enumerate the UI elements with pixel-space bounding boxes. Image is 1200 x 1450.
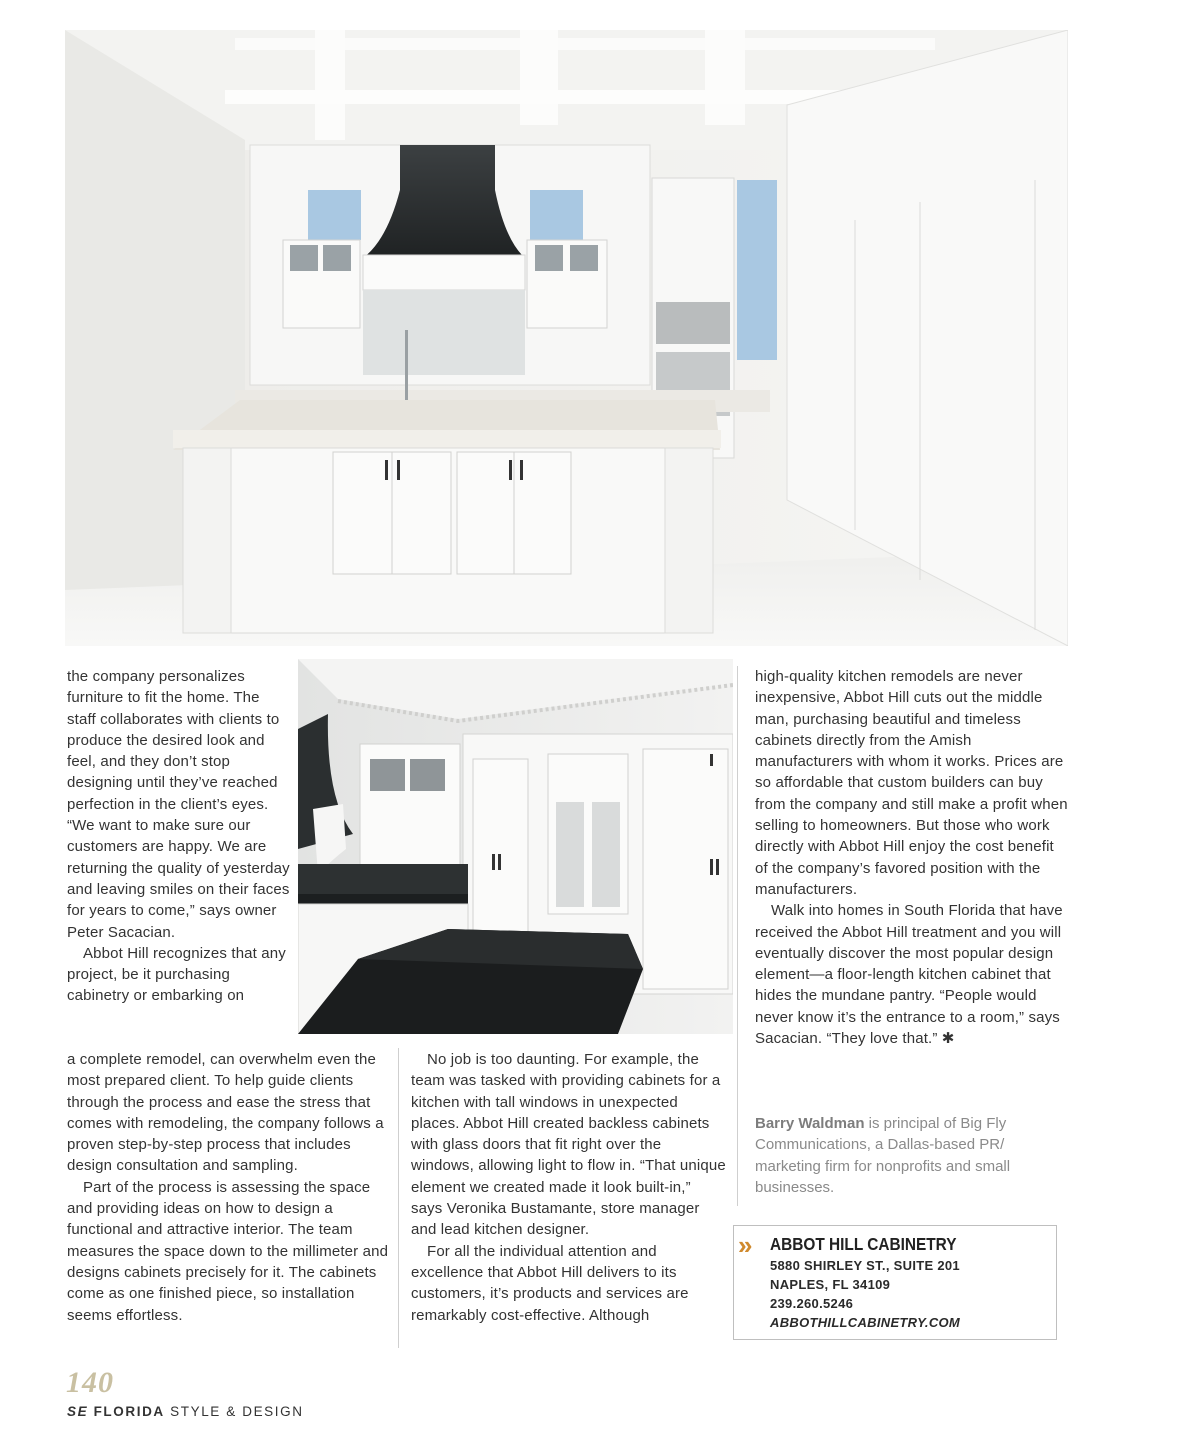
article-column-2: [411, 1049, 726, 1326]
author-name: Barry Waldman: [755, 1115, 865, 1132]
business-name: ABBOT HILL CABINETRY: [770, 1234, 957, 1254]
article-column-1-top: [67, 666, 292, 1007]
article-paragraph: For all the individual attention and excellence that Abbot Hill delivers to its customers, it’s products and services are remarkably cost-effective. Although: [411, 1242, 689, 1324]
author-bio: [755, 1113, 1070, 1198]
page-number: 140: [66, 1366, 114, 1399]
article-paragraph: Part of the process is assessing the space and providing ideas on how to design a functional and attractive interior. The team measures the space down to the millimeter and designs cabinets precisely for it. The cabinets come as one finished piece, so installation seems effortless.: [67, 1178, 389, 1324]
magazine-name-se: SE: [67, 1404, 89, 1419]
column-rule: [737, 666, 738, 1206]
business-website-link[interactable]: ABBOTHILLCABINETRY.COM: [770, 1315, 961, 1330]
magazine-name-florida: FLORIDA: [93, 1404, 165, 1419]
article-paragraph: No job is too daunting. For example, the team was tasked with providing cabinets for a kitchen with tall windows in unexpected places. Abbot Hill created backless cabinets with glass doors that fit right over the windows, allowing light to flow in. “That unique element we created made it look built-in,” says Veronika Bustamante, store manager and lead kitchen designer.: [411, 1051, 726, 1239]
author-description: is principal of Big Fly Communications, a Dallas-based PR/ marketing firm for nonprofits and small businesses.: [755, 1115, 1011, 1196]
kitchen-photo-icon: [298, 659, 733, 1034]
business-address-line-1: 5880 SHIRLEY ST., SUITE 201: [770, 1258, 960, 1273]
chevron-right-icon: »: [738, 1230, 749, 1260]
kitchen-photo-icon: [65, 30, 1068, 646]
article-paragraph: a complete remodel, can overwhelm even the most prepared client. To help guide clients through the process and ease the stress that comes with remodeling, the company follows a proven step-by-step process that includes design consultation and sampling.: [67, 1051, 384, 1175]
article-paragraph: high-quality kitchen remodels are never inexpensive, Abbot Hill cuts out the middle man, purchasing beautiful and timeless cabinets directly from the Amish manufacturers with whom it works. Prices are so affordable that custom builders can buy from the company and still make a profit when selling to homeowners. But those who work directly with Abbot Hill enjoy the cost benefit of the company’s favored position with the manufacturers.: [755, 668, 1068, 898]
business-address-line-2: NAPLES, FL 34109: [770, 1277, 891, 1292]
article-paragraph: Walk into homes in South Florida that have received the Abbot Hill treatment and you will eventually discover the most popular design element—a floor-length kitchen cabinet that hides the mundane pantry. “People would never know it’s the entrance to a room,” says Sacacian. “They love that.” ✱: [755, 902, 1063, 1048]
article-column-3: [755, 666, 1070, 1049]
article-column-1-bottom: [67, 1049, 392, 1326]
business-phone[interactable]: 239.260.5246: [770, 1296, 854, 1311]
business-contact-box: [733, 1225, 1057, 1340]
article-paragraph: the company personalizes furniture to fit the home. The staff collaborates with clients to produce the desired look and feel, and they don’t stop designing until they’ve reached perfection in the client’s eyes. “We want to make sure our customers are happy. We are returning the quality of yesterday and leaving smiles on their faces for years to come,” says owner Peter Sacacian.: [67, 668, 290, 941]
magazine-name-rest: STYLE & DESIGN: [170, 1404, 304, 1419]
hero-kitchen-photo: [65, 30, 1068, 646]
column-rule: [398, 1048, 399, 1348]
inset-kitchen-photo: [298, 659, 733, 1034]
article-paragraph: Abbot Hill recognizes that any project, be it purchasing cabinetry or embarking on: [67, 944, 286, 1005]
magazine-name: [67, 1404, 304, 1419]
